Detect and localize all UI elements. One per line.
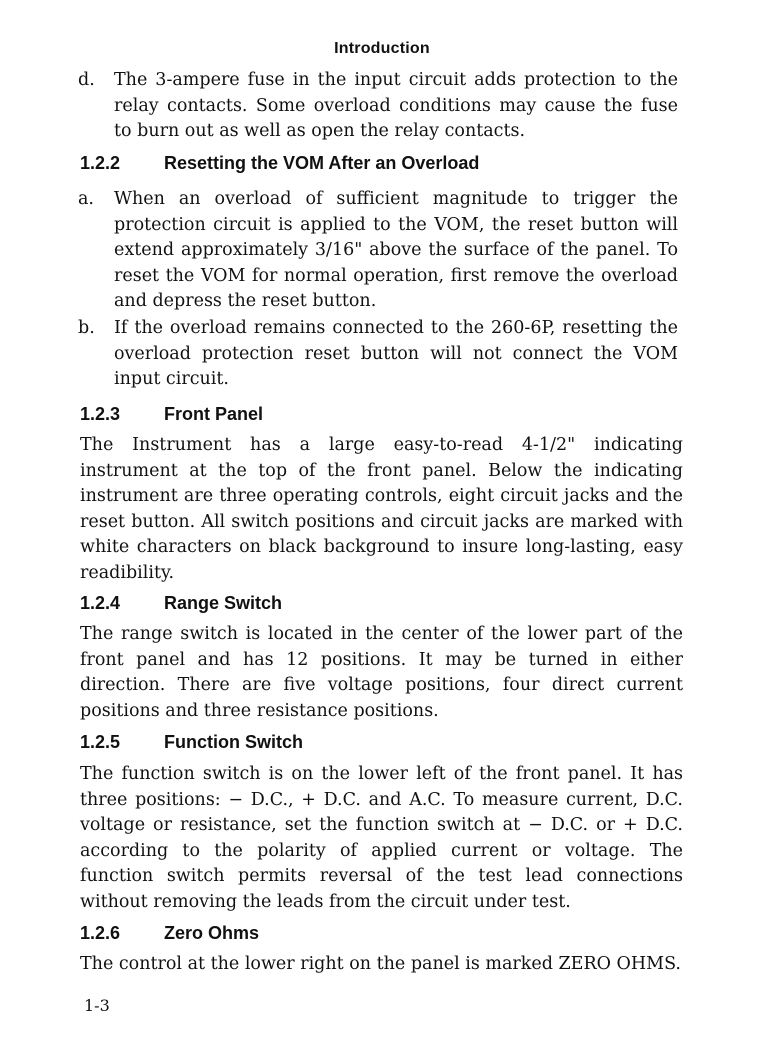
section-title: Function Switch bbox=[164, 732, 303, 752]
section-title: Range Switch bbox=[164, 593, 283, 613]
section-body-1-2-3: The Instrument has a large easy-to-read 4-1/2" indicating instrument at the top of the front panel. Below the indicating instrument are three operating controls, eight circuit jacks and the reset button. All switch positions and circuit jacks are marked with white characters on black background to insure long-lasting, easy readibility. bbox=[80, 435, 683, 583]
section-heading-1-2-3 bbox=[80, 404, 263, 425]
section-heading-1-2-2 bbox=[80, 153, 479, 174]
list-marker: b. bbox=[78, 318, 95, 338]
section-title: Resetting the VOM After an Overload bbox=[164, 153, 480, 173]
section-number: 1.2.2 bbox=[80, 153, 121, 173]
list-item-a bbox=[78, 187, 678, 315]
section-number: 1.2.5 bbox=[80, 732, 121, 752]
section-title: Zero Ohms bbox=[164, 923, 260, 943]
section-title: Front Panel bbox=[164, 404, 264, 424]
page-number: 1-3 bbox=[84, 996, 110, 1015]
section-number: 1.2.6 bbox=[80, 923, 121, 943]
list-item-text: The 3-ampere fuse in the input circuit adds protection to the relay contacts. Some overload conditions may cause the fuse to burn out as well as open the relay contacts. bbox=[114, 70, 678, 142]
section-body-1-2-5: The function switch is on the lower left of the front panel. It has three positions: − D.C., + D.C. and A.C. To measure current, D.C. voltage or resistance, set the function switch at − D.C. or + D.C. according to the polarity of applied current or voltage. The function switch permits reversal of the test lead connections without removing the leads from the circuit under test. bbox=[80, 764, 683, 912]
section-number: 1.2.4 bbox=[80, 593, 121, 613]
section-heading-1-2-6 bbox=[80, 923, 259, 944]
list-item-text: When an overload of sufficient magnitude to trigger the protection circuit is applied to the VOM, the reset button will extend approximately 3/16" above the surface of the panel. To reset the VOM for normal operation, first remove the overload and depress the reset button. bbox=[114, 189, 678, 312]
section-body-1-2-6: The control at the lower right on the panel is marked ZERO OHMS. bbox=[80, 954, 681, 974]
section-body-1-2-4: The range switch is located in the center of the lower part of the front panel and has 12 positions. It may be turned in either direction. There are five voltage positions, four direct current positions and three resistance positions. bbox=[80, 624, 683, 721]
running-head: Introduction bbox=[334, 40, 430, 57]
list-item-text: If the overload remains connected to the 260-6P, resetting the overload protection reset button will not connect the VOM input circuit. bbox=[114, 318, 678, 390]
section-number: 1.2.3 bbox=[80, 404, 121, 424]
section-heading-1-2-4 bbox=[80, 593, 282, 614]
list-item-b bbox=[78, 316, 678, 393]
list-marker: a. bbox=[78, 189, 94, 209]
list-marker: d. bbox=[78, 70, 95, 90]
section-heading-1-2-5 bbox=[80, 732, 303, 753]
list-item-d bbox=[78, 68, 678, 145]
